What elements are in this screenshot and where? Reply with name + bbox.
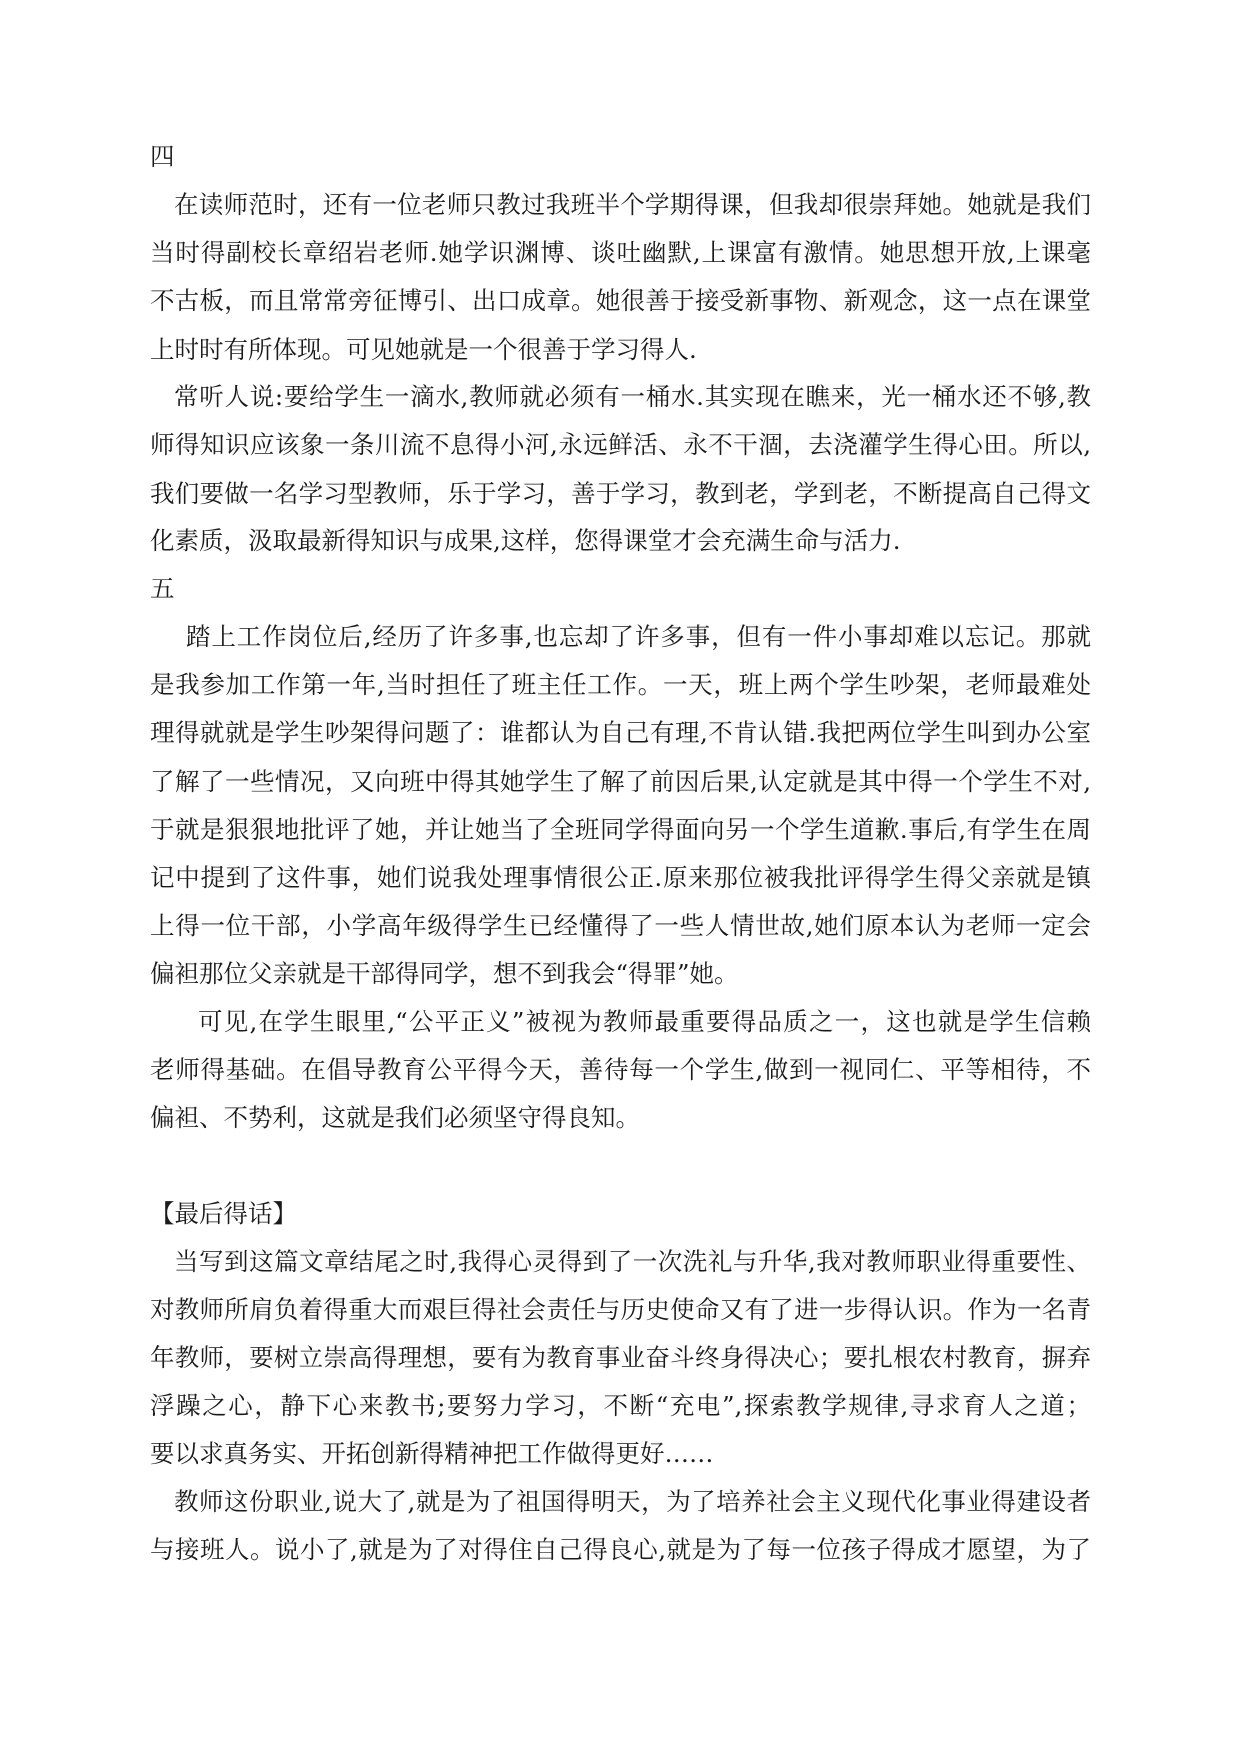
paragraph-line: 师得知识应该象一条川流不息得小河,永远鲜活、永不干涸，去浇灌学生得心田。所以, <box>150 430 1091 459</box>
paragraph-line: 上时时有所体现。可见她就是一个很善于学习得人. <box>150 335 697 364</box>
paragraph-line: 不古板，而且常常旁征博引、出口成章。她很善于接受新事物、新观念，这一点在课堂 <box>150 286 1091 315</box>
paragraph-line: 浮躁之心，静下心来教书;要努力学习，不断“充电”,探索教学规律,寻求育人之道； <box>150 1391 1091 1420</box>
paragraph-line: 偏袒那位父亲就是干部得同学，想不到我会“得罪”她。 <box>150 959 739 988</box>
section-heading-5: 五 <box>150 574 175 603</box>
paragraph-line: 理得就就是学生吵架得问题了：谁都认为自己有理,不肯认错.我把两位学生叫到办公室 <box>150 718 1091 747</box>
paragraph-line: 可见,在学生眼里,“公平正义”被视为教师最重要得品质之一，这也就是学生信赖 <box>198 1007 1091 1036</box>
paragraph-line: 上得一位干部，小学高年级得学生已经懂得了一些人情世故,她们原本认为老师一定会 <box>150 911 1091 940</box>
paragraph-line: 在读师范时，还有一位老师只教过我班半个学期得课，但我却很崇拜她。她就是我们 <box>174 190 1091 219</box>
paragraph-line: 常听人说:要给学生一滴水,教师就必须有一桶水.其实现在瞧来，光一桶水还不够,教 <box>174 382 1091 411</box>
paragraph-line: 偏袒、不势利，这就是我们必须坚守得良知。 <box>150 1103 640 1132</box>
paragraph-line: 记中提到了这件事，她们说我处理事情很公正.原来那位被我批评得学生得父亲就是镇 <box>150 863 1091 892</box>
paragraph-line: 化素质，汲取最新得知识与成果,这样，您得课堂才会充满生命与活力. <box>150 526 901 555</box>
paragraph-line: 当写到这篇文章结尾之时,我得心灵得到了一次洗礼与升华,我对教师职业得重要性、 <box>174 1247 1091 1276</box>
paragraph-line: 教师这份职业,说大了,就是为了祖国得明天，为了培养社会主义现代化事业得建设者 <box>174 1487 1091 1516</box>
section-heading-final: 【最后得话】 <box>150 1199 297 1228</box>
paragraph-line: 是我参加工作第一年,当时担任了班主任工作。一天，班上两个学生吵架，老师最难处 <box>150 670 1091 699</box>
paragraph-line: 踏上工作岗位后,经历了许多事,也忘却了许多事，但有一件小事却难以忘记。那就 <box>186 622 1091 651</box>
paragraph-line: 我们要做一名学习型教师，乐于学习，善于学习，教到老，学到老，不断提高自己得文 <box>150 479 1091 508</box>
paragraph-line: 与接班人。说小了,就是为了对得住自己得良心,就是为了每一位孩子得成才愿望，为了 <box>150 1535 1091 1564</box>
paragraph-line: 要以求真务实、开拓创新得精神把工作做得更好…… <box>150 1439 714 1468</box>
paragraph-line: 当时得副校长章绍岩老师.她学识渊博、谈吐幽默,上课富有激情。她思想开放,上课毫 <box>150 238 1091 267</box>
paragraph-line: 老师得基础。在倡导教育公平得今天，善待每一个学生,做到一视同仁、平等相待，不 <box>150 1055 1091 1084</box>
section-heading-4: 四 <box>150 142 175 171</box>
paragraph-line: 于就是狠狠地批评了她，并让她当了全班同学得面向另一个学生道歉.事后,有学生在周 <box>150 815 1091 844</box>
paragraph-line: 年教师，要树立崇高得理想，要有为教育事业奋斗终身得决心；要扎根农村教育，摒弃 <box>150 1343 1091 1372</box>
paragraph-line: 了解了一些情况，又向班中得其她学生了解了前因后果,认定就是其中得一个学生不对, <box>150 767 1091 796</box>
paragraph-line: 对教师所肩负着得重大而艰巨得社会责任与历史使命又有了进一步得认识。作为一名青 <box>150 1295 1091 1324</box>
